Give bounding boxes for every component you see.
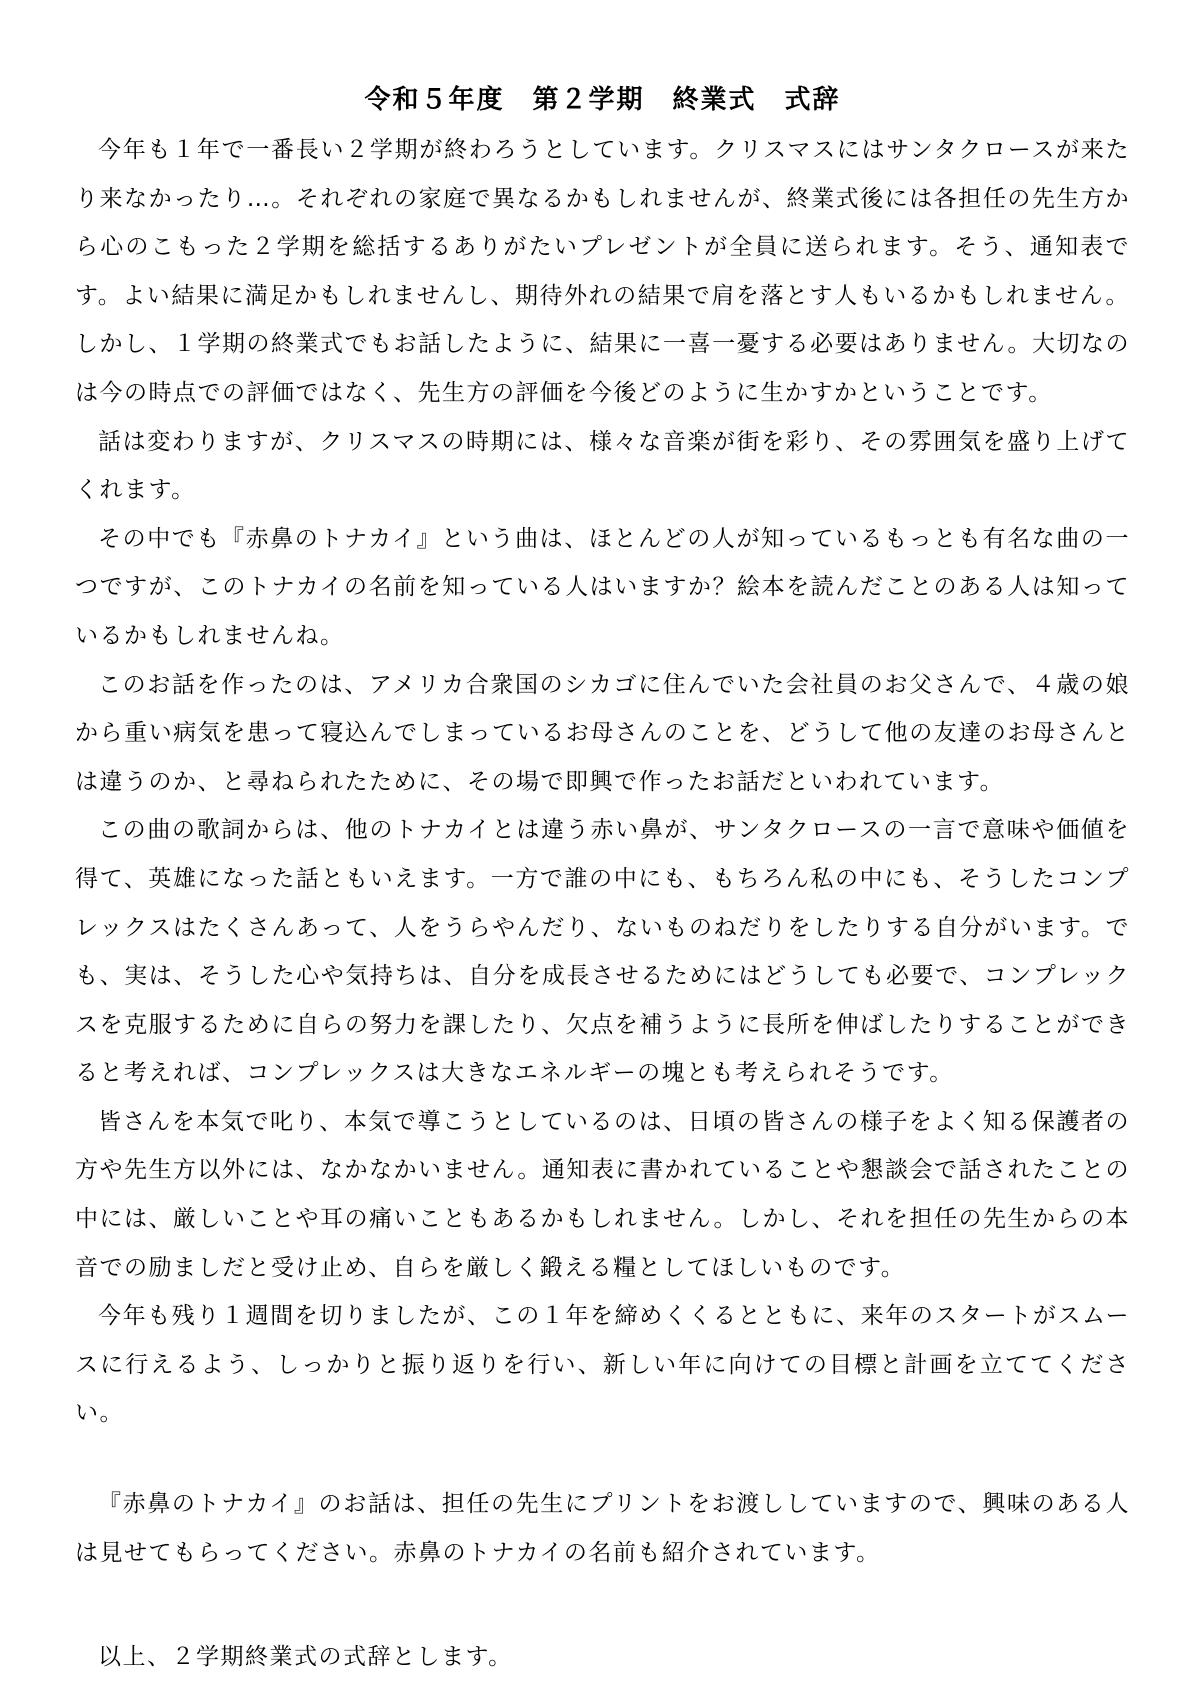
- spacer: [75, 1577, 1130, 1633]
- spacer: [75, 1438, 1130, 1480]
- paragraph-story-origin: このお話を作ったのは、アメリカ合衆国のシカゴに住んでいた会社員のお父さんで、４歳の娘から重い病気を患って寝込んでしまっているお母さんのことを、どうして他の友達のお母さんとは違うのか、と尋ねられたために、その場で即興で作ったお話だといわれています。: [75, 671, 1130, 795]
- paragraph-intro: 今年も１年で一番長い２学期が終わろうとしています。クリスマスにはサンタクロースが来たり来なかったり…。それぞれの家庭で異なるかもしれませんが、終業式後には各担任の先生方から心のこもった２学期を総括するありがたいプレゼントが全員に送られます。そう、通知表です。よい結果に満足かもしれませんし、期待外れの結果で肩を落とす人もいるかもしれません。しかし、１学期の終業式でもお話したように、結果に一喜一憂する必要はありません。大切なのは今の時点での評価ではなく、先生方の評価を今後どのように生かすかということです。: [75, 137, 1130, 406]
- paragraph-complex: この曲の歌詞からは、他のトナカイとは違う赤い鼻が、サンタクロースの一言で意味や価値を得て、英雄になった話ともいえます。一方で誰の中にも、もちろん私の中にも、そうしたコンプレックスはたくさんあって、人をうらやんだり、ないものねだりをしたりする自分がいます。でも、実は、そうした心や気持ちは、自分を成長させるためにはどうしても必要で、コンプレックスを克服するために自らの努力を課したり、欠点を補うように長所を伸ばしたりすることができると考えれば、コンプレックスは大きなエネルギーの塊とも考えられそうです。: [75, 817, 1130, 1087]
- paragraph-new-year: 今年も残り１週間を切りましたが、この１年を締めくくるとともに、来年のスタートがスムースに行えるよう、しっかりと振り返りを行い、新しい年に向けての目標と計画を立ててください。: [75, 1303, 1131, 1427]
- page-title: 令和５年度 第２学期 終業式 式辞: [364, 85, 841, 115]
- paragraph-closing: 以上、２学期終業式の式辞とします。: [98, 1644, 513, 1671]
- paragraph-christmas-music: 話は変わりますが、クリスマスの時期には、様々な音楽が街を彩り、その雰囲気を盛り上げてくれます。: [75, 428, 1130, 504]
- paragraph-note: 『赤鼻のトナカイ』のお話は、担任の先生にプリントをお渡ししていますので、興味のある人は見せてもらってください。赤鼻のトナカイの名前も紹介されています。: [75, 1491, 1130, 1566]
- paragraph-rudolph-song: その中でも『赤鼻のトナカイ』という曲は、ほとんどの人が知っているもっとも有名な曲の一つですが、このトナカイの名前を知っている人はいますか？絵本を読んだことのある人は知っているかもしれませんね。: [75, 525, 1130, 649]
- paragraph-encouragement: 皆さんを本気で叱り、本気で導こうとしているのは、日頃の皆さんの様子をよく知る保護者の方や先生方以外には、なかなかいません。通知表に書かれていることや懇談会で話されたことの中には、厳しいことや耳の痛いこともあるかもしれません。しかし、それを担任の先生からの本音での励ましだと受け止め、自らを厳しく鍛える糧としてほしいものです。: [75, 1108, 1131, 1281]
